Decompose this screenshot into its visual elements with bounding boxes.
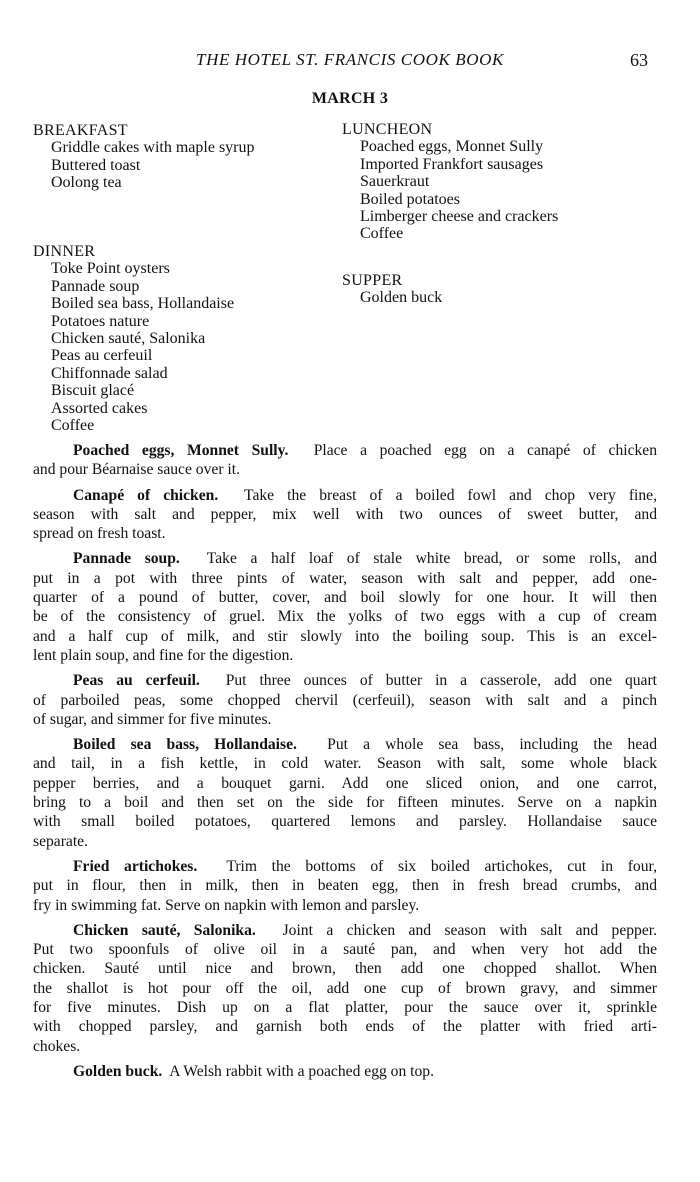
recipe-line — [33, 607, 657, 626]
menu-item: Chiffonnade salad — [51, 364, 168, 382]
recipe-line — [33, 569, 657, 588]
recipe-text: Put a whole sea bass, including the head — [327, 736, 657, 754]
menu-item: Golden buck — [360, 289, 443, 307]
recipe-line — [33, 1062, 657, 1081]
menu-dinner — [33, 243, 234, 434]
recipe-text: the shallot is hot pour off the oil, add one cup of brown gravy, and simmer — [33, 979, 657, 997]
recipe-text: Put three ounces of butter in a casserole, add one quart — [225, 672, 657, 690]
recipe-text: lent plain soup, and fine for the digestion. — [33, 646, 294, 664]
recipe-line — [33, 774, 657, 793]
recipe-text: with chopped parsley, and garnish both ends of the platter with fried arti- — [33, 1018, 657, 1036]
menu-supper — [342, 272, 442, 307]
recipe-line — [33, 940, 657, 959]
menu-item: Coffee — [51, 417, 95, 435]
recipe-text: chokes. — [33, 1037, 81, 1055]
recipe-text: with small boiled potatoes, quartered lemons and parsley. Hollandaise sauce — [33, 813, 657, 831]
recipe-text: pepper berries, and a bouquet garni. Add one sliced onion, and one carrot, — [33, 774, 657, 792]
recipe-text: of parboiled peas, some chopped chervil (cerfeuil), season with salt and a pinch — [33, 691, 657, 709]
menu-luncheon — [342, 121, 558, 243]
recipe-line — [33, 857, 657, 876]
recipe-title: Boiled sea bass, Hollandaise. — [73, 736, 297, 754]
recipe-line — [33, 921, 657, 940]
recipe-text: of sugar, and simmer for five minutes. — [33, 710, 272, 728]
recipe-text: spread on fresh toast. — [33, 525, 166, 543]
menu-item: Coffee — [360, 225, 404, 243]
recipe-paragraph — [33, 671, 657, 729]
recipe-line — [33, 671, 657, 690]
recipe-line — [33, 441, 657, 460]
menu-item: Boiled potatoes — [360, 190, 460, 208]
recipe-line — [33, 896, 657, 915]
recipe-line — [33, 524, 657, 543]
recipe-line — [33, 832, 657, 851]
recipe-title: Chicken sauté, Salonika. — [73, 921, 256, 939]
recipe-text: bring to a boil and then set on the side for fifteen minutes. Serve on a napkin — [33, 794, 657, 812]
menu-item: Sauerkraut — [360, 173, 430, 191]
recipe-line — [33, 876, 657, 895]
recipe-text: season with salt and pepper, mix well with two ounces of sweet butter, and — [33, 505, 657, 523]
recipe-text: and tail, in a fish kettle, in cold water. Season with salt, some whole black — [33, 755, 657, 773]
recipe-line — [33, 793, 657, 812]
menu-item: Peas au cerfeuil — [51, 347, 153, 365]
recipe-line — [33, 998, 657, 1017]
menu-item: Chicken sauté, Salonika — [51, 330, 206, 348]
running-head: THE HOTEL ST. FRANCIS COOK BOOK — [196, 50, 504, 69]
menu-item: Oolong tea — [51, 174, 122, 192]
recipe-paragraph — [33, 857, 657, 915]
menu-breakfast — [33, 122, 255, 192]
menu-item: Buttered toast — [51, 156, 141, 174]
recipe-line — [33, 1037, 657, 1056]
recipe-line — [33, 588, 657, 607]
menu-heading: DINNER — [33, 243, 96, 260]
recipe-text: Trim the bottoms of six boiled artichokes, cut in four, — [226, 857, 657, 875]
recipe-text: chicken. Sauté until nice and brown, then add one chopped shallot. When — [33, 960, 657, 978]
recipe-text: for five minutes. Dish up on a flat platter, pour the sauce over it, sprinkle — [33, 999, 657, 1017]
recipe-title: Pannade soup. — [73, 550, 180, 568]
recipe-title: Poached eggs, Monnet Sully. — [73, 442, 289, 459]
recipe-text: be of the consistency of gruel. Mix the yolks of two eggs with a cup of cream — [33, 608, 657, 626]
menu-heading: BREAKFAST — [33, 122, 128, 139]
recipe-line — [33, 979, 657, 998]
recipe-line — [33, 710, 657, 729]
menu-item: Pannade soup — [51, 277, 140, 295]
recipe-text: and pour Béarnaise sauce over it. — [33, 461, 240, 479]
recipe-text: Place a poached egg on a canapé of chicken — [313, 442, 658, 459]
recipe-text: put in flour, then in milk, then in beaten egg, then in fresh bread crumbs, and — [33, 877, 657, 895]
menu-item: Potatoes nature — [51, 312, 150, 330]
recipe-paragraph — [33, 549, 657, 665]
recipe-text: fry in swimming fat. Serve on napkin with lemon and parsley. — [33, 896, 420, 914]
recipe-line — [33, 627, 657, 646]
recipe-text: Joint a chicken and season with salt and pepper. — [282, 921, 657, 939]
menu-heading: LUNCHEON — [342, 121, 433, 138]
recipe-line — [33, 1017, 657, 1036]
recipe-line — [33, 646, 657, 665]
menu-item: Assorted cakes — [51, 399, 148, 417]
recipe-title: Peas au cerfeuil. — [73, 672, 200, 690]
menu-item: Boiled sea bass, Hollandaise — [51, 295, 235, 313]
recipe-paragraph — [33, 735, 657, 851]
recipe-paragraph — [33, 1062, 657, 1081]
recipe-line — [33, 754, 657, 773]
recipe-paragraph — [33, 921, 657, 1056]
recipe-title: Fried artichokes. — [73, 857, 198, 875]
date-title: MARCH 3 — [311, 90, 389, 107]
menu-item: Imported Frankfort sausages — [360, 155, 544, 173]
recipe-line — [33, 959, 657, 978]
recipe-text: A Welsh rabbit with a poached egg on top. — [169, 1062, 434, 1080]
recipe-text: quarter of a pound of butter, cover, and boil slowly for one hour. It will then — [33, 589, 657, 607]
recipe-paragraph — [33, 486, 657, 544]
recipe-text: Take a half loaf of stale white bread, or some rolls, and — [206, 550, 657, 568]
recipe-text: and a half cup of milk, and stir slowly into the boiling soup. This is an excel- — [33, 627, 657, 645]
recipe-title: Canapé of chicken. — [73, 486, 219, 504]
recipe-line — [33, 460, 657, 479]
recipe-title: Golden buck. — [73, 1062, 163, 1080]
menu-item: Griddle cakes with maple syrup — [51, 139, 255, 157]
recipe-line — [33, 812, 657, 831]
menu-heading: SUPPER — [342, 272, 403, 289]
menu-item: Toke Point oysters — [51, 260, 170, 278]
recipe-text: separate. — [33, 832, 88, 850]
recipe-line — [33, 486, 657, 505]
menu-item: Limberger cheese and crackers — [360, 208, 559, 226]
recipe-text: Take the breast of a boiled fowl and chop very fine, — [244, 486, 657, 504]
menu-item: Poached eggs, Monnet Sully — [360, 138, 544, 156]
menu-item: Biscuit glacé — [51, 382, 135, 400]
recipes-section — [33, 441, 657, 1087]
recipe-line — [33, 549, 657, 568]
page-number: 63 — [630, 50, 648, 70]
recipe-line — [33, 735, 657, 754]
recipe-line — [33, 691, 657, 710]
recipe-line — [33, 505, 657, 524]
recipe-text: Put two spoonfuls of olive oil in a sauté pan, and when very hot add the — [33, 941, 657, 959]
recipe-text: put in a pot with three pints of water, season with salt and pepper, add one- — [33, 569, 657, 587]
recipe-paragraph — [33, 441, 657, 480]
